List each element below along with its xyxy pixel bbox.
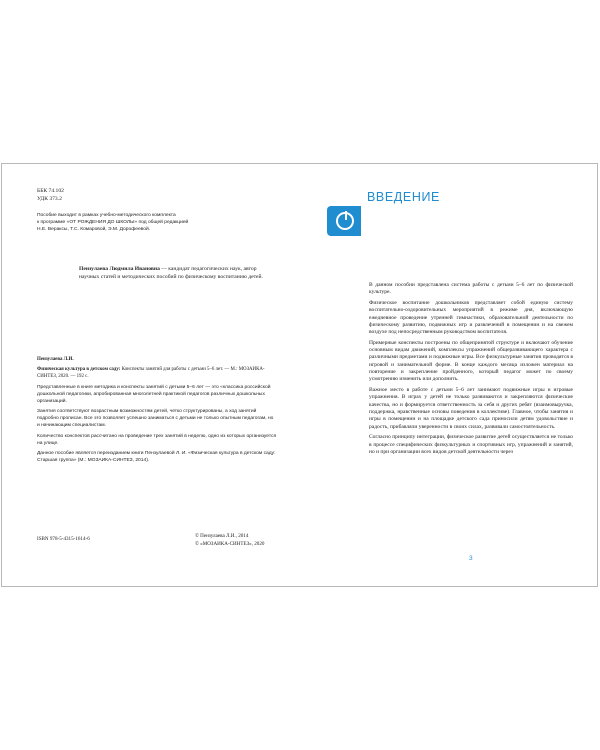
isbn: ISBN 978-5-4315-1614-6 bbox=[37, 536, 90, 542]
page-number: 3 bbox=[469, 555, 473, 562]
biblio-title: Физическая культура в детском саду: bbox=[37, 367, 121, 373]
series-note bbox=[37, 212, 277, 233]
chapter-body bbox=[369, 282, 573, 459]
abstract-paragraph: Количество конспектов рассчитано на проведение трех занятий в неделю, одно из которых организуется на улице. bbox=[37, 433, 277, 446]
book-spread bbox=[1, 163, 598, 587]
classification-codes bbox=[37, 187, 64, 203]
body-paragraph: Важное место в работе с детьми 5–6 лет занимают подвижные игры и игровые упражнения. В играх у детей не только развиваются и закрепляются физические качества, но и формируется ответственность за себя и других ребят (взаимовыручка, поддержка, нравственные основы поведения в коллективе). Главное, чтобы занятия и игры в помещении и на площадке детского сада приносили детям удовольствие и радость, прибавляли уверенности в своих силах, развивали самостоятельность. bbox=[369, 387, 573, 430]
author-bio bbox=[79, 265, 277, 282]
author-name: Пензулаева Людмила Ивановна bbox=[79, 266, 160, 272]
biblio-author: Пензулаева Л.И. bbox=[37, 357, 74, 362]
body-paragraph: В данном пособии представлена система работы с детьми 5–6 лет по физической культуре. bbox=[369, 282, 573, 296]
chapter-heading: ВВЕДЕНИЕ bbox=[367, 190, 440, 204]
left-page bbox=[2, 164, 300, 586]
biblio-details: Конспекты занятий для работы с детьми 5–6 лет. — М.: МОЗАИКА-СИНТЕЗ, 2020. — 192 с. bbox=[37, 367, 265, 380]
body-paragraph: Физическое воспитание дошкольников представляет собой единую систему воспитательно-оздоровительных мероприятий в режиме дня, включающую ежедневное проведение утренней гимнастики, образовательной деятельности по физическому развитию, подвижных игр и развлечений в помещении и на свежем воздухе под непосредственным руководством воспитателя. bbox=[369, 299, 573, 336]
udk-code: УДК 373.2 bbox=[37, 196, 62, 202]
body-paragraph: Примерные конспекты построены по общепринятой структуре и включают обучение основным видам движений, комплексы упражнений общеразвивающего характера с различными предметами и подвижные игры. Все физкультурные занятия проводятся в игровой и занимательной форме. В конце каждого месяца изложен материал на повторение и закрепление пройденного, который педагог может по своему усмотрению изменить или дополнить. bbox=[369, 339, 573, 383]
copyright-author: © Пензулаева Л.И., 2014 bbox=[195, 533, 249, 539]
series-note-line: Н.Е. Вераксы, Т.С. Комаровой, Э.М. Дорофеевой. bbox=[37, 227, 151, 232]
bibliographic-entry bbox=[37, 356, 277, 467]
copyright-publisher: © «МОЗАИКА-СИНТЕЗ», 2020 bbox=[195, 540, 265, 547]
author-bio-text: — кандидат педагогических наук, автор научных статей и методических пособий по физическому воспитанию детей. bbox=[79, 266, 263, 281]
abstract-paragraph: Представленные в книге методика и конспекты занятий с детьми 5–6 лет — это «классика российской дошкольной педагогики, апробированная многолетней практикой педагогов различных дошкольных организаций. bbox=[37, 384, 271, 404]
copyright-block bbox=[195, 533, 264, 548]
power-icon-ring bbox=[336, 212, 354, 230]
abstract-paragraph: Занятия соответствуют возрастным возможностям детей, четко структурированы, а ход занятий подробно прописан. Все это позволяет успешно заниматься с детьми не только опытным педагогам, но и начинающим специалистам. bbox=[37, 409, 274, 429]
power-icon bbox=[327, 206, 361, 236]
right-page bbox=[300, 164, 597, 586]
body-paragraph: Согласно принципу интеграции, физическое развитие детей осуществляется не только в процессе специфических физкультурных и спортивных игр, упражнений и занятий, но и при организации всех видов детской деятельности через bbox=[369, 434, 573, 455]
abstract-paragraph: Данное пособие является переизданием книги Пензулаевой Л. И. «Физическая культура в детском саду: Старшая группа» (М.: МОЗАИКА-СИНТЕЗ, 2014). bbox=[37, 450, 276, 463]
power-icon-bar bbox=[345, 211, 347, 220]
series-note-line: Пособие выходит в рамках учебно-методического комплекта bbox=[37, 213, 176, 218]
bbk-code: ББК 74.102 bbox=[37, 188, 64, 194]
series-note-line: к программе «ОТ РОЖДЕНИЯ ДО ШКОЛЫ» под общей редакцией bbox=[37, 220, 189, 225]
